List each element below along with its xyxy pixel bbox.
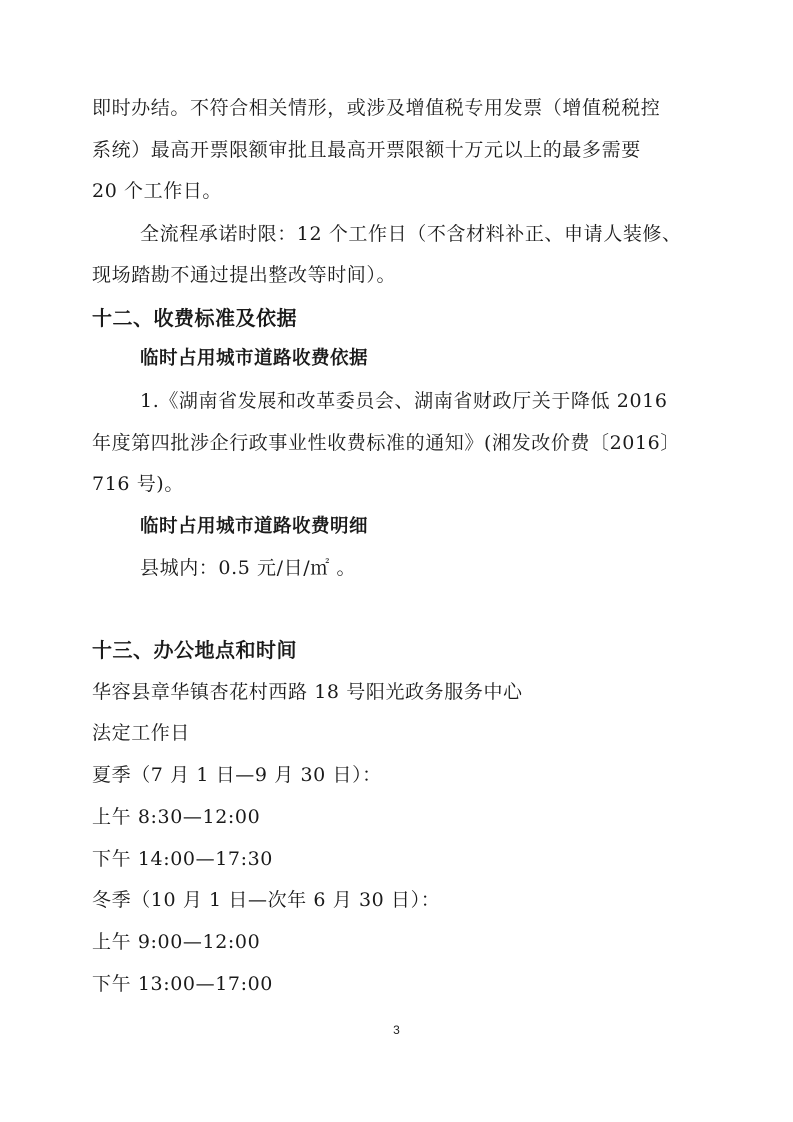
summer-morning-hours: 上午 8:30—12:00 <box>92 806 261 828</box>
section-heading: 十三、办公地点和时间 <box>92 638 297 662</box>
paragraph-line: 县城内：0.5 元/日/㎡ 。 <box>140 557 357 579</box>
winter-morning-hours: 上午 9:00—12:00 <box>92 931 261 953</box>
page-number: 3 <box>393 1023 400 1037</box>
paragraph-line: 全流程承诺时限：12 个工作日（不含材料补正、申请人装修、 <box>140 223 682 245</box>
paragraph-line: 即时办结。不符合相关情形，或涉及增值税专用发票（增值税税控 <box>92 97 661 119</box>
paragraph-line: 现场踏勘不通过提出整改等时间）。 <box>92 264 397 286</box>
winter-afternoon-hours: 下午 13:00—17:00 <box>92 973 273 995</box>
subsection-title: 临时占用城市道路收费明细 <box>140 516 369 537</box>
paragraph-line: 系统）最高开票限额审批且最高开票限额十万元以上的最多需要 <box>92 139 641 161</box>
paragraph-line: 20 个工作日。 <box>92 180 223 202</box>
office-address: 华容县章华镇杏花村西路 18 号阳光政务服务中心 <box>92 681 523 703</box>
paragraph-line: 1.《湖南省发展和改革委员会、湖南省财政厅关于降低 2016 <box>140 390 668 412</box>
summer-afternoon-hours: 下午 14:00—17:30 <box>92 848 273 870</box>
paragraph-line: 716 号)。 <box>92 473 184 495</box>
workday-label: 法定工作日 <box>92 722 191 744</box>
subsection-title: 临时占用城市道路收费依据 <box>140 348 369 369</box>
paragraph-line: 年度第四批涉企行政事业性收费标准的通知》(湘发改价费〔2016〕 <box>92 432 680 454</box>
section-heading: 十二、收费标准及依据 <box>92 306 297 330</box>
summer-schedule-label: 夏季（7 月 1 日—9 月 30 日）： <box>92 764 382 786</box>
winter-schedule-label: 冬季（10 月 1 日—次年 6 月 30 日）： <box>92 889 441 911</box>
